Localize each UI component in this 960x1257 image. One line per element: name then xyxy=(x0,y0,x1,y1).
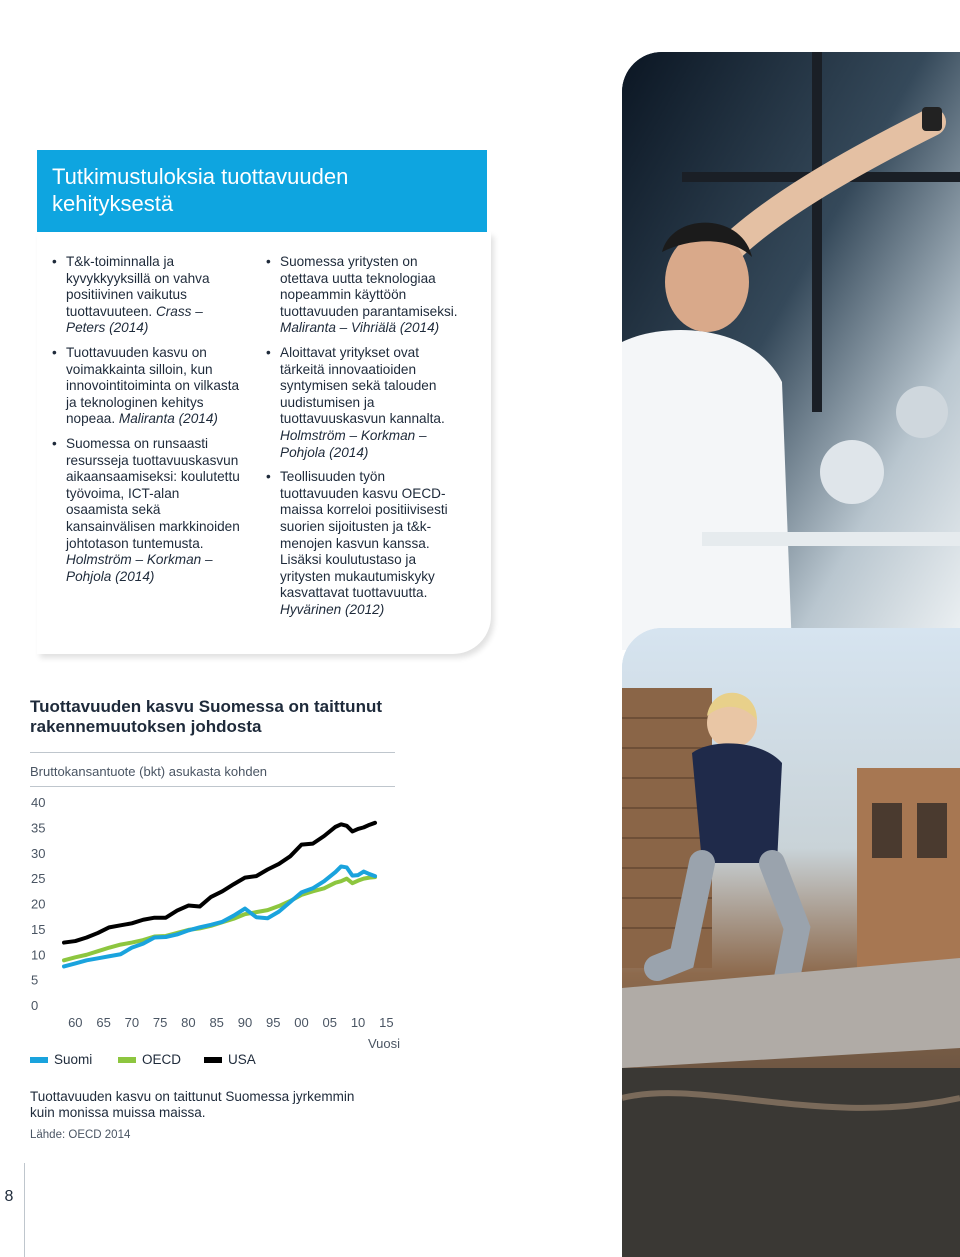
research-item-citation: Maliranta – Vihriälä (2014) xyxy=(280,320,440,336)
y-tick-label: 25 xyxy=(31,871,46,887)
research-item-text: Suomessa yritysten on otettava uutta teknologiaa nopeammin käyttöön tuottavuuden parantamiseksi. xyxy=(280,254,458,319)
research-item-citation: Maliranta (2014) xyxy=(118,411,218,427)
bullet-icon: • xyxy=(266,254,271,269)
x-tick-label: 95 xyxy=(266,1015,281,1030)
y-tick-label: 20 xyxy=(31,896,46,912)
legend-swatch-suomi xyxy=(30,1057,48,1063)
child-jumping-photo xyxy=(622,628,960,1257)
research-item xyxy=(52,436,242,585)
y-tick-label: 15 xyxy=(31,921,46,937)
y-tick-label: 40 xyxy=(31,795,46,810)
research-item-text: Tuottavuuden kasvu on voimakkainta silloin, kun innovointitoiminta on vilkasta ja teknologinen kehitys nopeaa. xyxy=(66,344,240,427)
office-photo xyxy=(622,52,960,650)
x-tick-label: 10 xyxy=(350,1015,366,1030)
research-item-text: Aloittavat yritykset ovat tärkeitä innovaatioiden syntymisen sekä talouden uudistumisen ja tuottavuuskasvun kannalta. xyxy=(280,344,445,427)
research-item xyxy=(52,254,242,337)
bullet-icon: • xyxy=(52,254,57,269)
x-tick-label: 65 xyxy=(96,1015,111,1030)
x-tick-label: 00 xyxy=(294,1015,309,1030)
legend-item-oecd xyxy=(118,1052,181,1067)
research-list-left xyxy=(52,254,242,585)
research-item-citation: Holmström – Korkman – Pohjola (2014) xyxy=(280,427,427,460)
chart-title: Tuottavuuden kasvu Suomessa on taittunut rakennemuutoksen johdosta xyxy=(30,697,382,736)
research-item-citation: Holmström – Korkman – Pohjola (2014) xyxy=(66,552,213,584)
y-tick-label: 5 xyxy=(31,972,39,988)
research-item xyxy=(266,254,466,337)
bullet-icon: • xyxy=(52,435,57,451)
divider xyxy=(30,752,395,753)
research-column-left xyxy=(52,254,242,593)
bullet-icon: • xyxy=(266,344,271,360)
legend-swatch-usa xyxy=(204,1057,222,1063)
x-tick-label: 90 xyxy=(237,1015,253,1030)
page-number-rule xyxy=(24,1163,25,1257)
research-item-citation: Crass – Peters (2014) xyxy=(66,303,203,336)
x-tick-label: 05 xyxy=(322,1015,338,1030)
gdp-per-capita-line-chart xyxy=(0,780,420,1050)
research-item-text: Teollisuuden työn tuottavuuden kasvu OECD-maissa korreloi positiivisesti suorien sijoitusten ja t&k-menojen kasvun kanssa. Lisäksi koulutustaso ja yritysten mukautumiskyky kasvattavat tuottavuutta. xyxy=(280,469,448,601)
legend-item-suomi xyxy=(30,1052,92,1067)
research-item xyxy=(266,469,466,618)
series-line-suomi xyxy=(64,866,375,966)
research-list-right xyxy=(266,254,466,618)
research-item-text: T&k-toiminnalla ja kyvykkyyksillä on vahva positiivinen vaikutus tuottavuuteen. xyxy=(66,254,210,319)
research-item xyxy=(52,345,242,428)
legend-swatch-oecd xyxy=(118,1057,136,1063)
chart-caption: Tuottavuuden kasvu on taittunut Suomessa jyrkemmin kuin monissa muissa maissa. xyxy=(30,1089,355,1120)
research-box-title: Tutkimustuloksia tuottavuuden kehityksestä xyxy=(52,164,349,216)
research-column-right xyxy=(266,254,466,626)
research-item-citation: Hyvärinen (2012) xyxy=(280,601,385,617)
legend-label-suomi: Suomi xyxy=(54,1052,93,1067)
y-tick-label: 35 xyxy=(31,820,46,836)
x-tick-label: 75 xyxy=(152,1015,168,1030)
research-item xyxy=(266,345,466,461)
bullet-icon: • xyxy=(52,344,57,360)
chart-source: Lähde: OECD 2014 xyxy=(30,1129,131,1141)
page-number: 8 xyxy=(4,1188,14,1205)
x-tick-label: 70 xyxy=(124,1015,140,1030)
y-tick-label: 10 xyxy=(31,947,46,963)
x-tick-label: 80 xyxy=(181,1015,196,1030)
bullet-icon: • xyxy=(266,469,271,485)
x-tick-label: 85 xyxy=(209,1015,224,1030)
y-tick-label: 0 xyxy=(31,998,39,1013)
legend-label-oecd: OECD xyxy=(142,1052,182,1067)
x-tick-label: 60 xyxy=(68,1015,83,1030)
legend-label-usa: USA xyxy=(228,1052,256,1067)
series-line-oecd xyxy=(64,877,375,960)
x-tick-label: 15 xyxy=(379,1015,394,1030)
x-axis-label: Vuosi xyxy=(367,1036,400,1050)
research-item-text: Suomessa on runsaasti resursseja tuottavuuskasvun aikaansaamiseksi: koulutettu työvoima, ICT-alan osaamista sekä kansainvälisen markkinoiden johtotason tuntemusta. xyxy=(66,435,240,551)
y-tick-label: 30 xyxy=(31,845,46,861)
chart-subtitle: Bruttokansantuote (bkt) asukasta kohden xyxy=(30,764,268,779)
legend-item-usa xyxy=(204,1052,256,1067)
